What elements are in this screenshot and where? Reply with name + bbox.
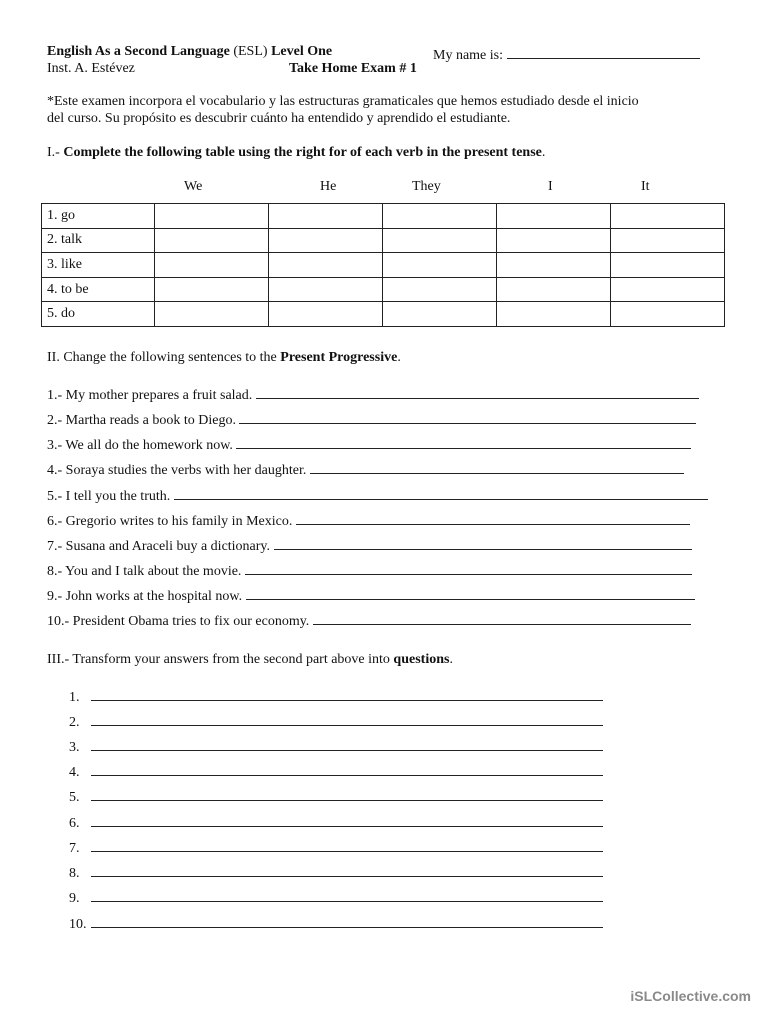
question-row <box>69 736 603 756</box>
answer-cell[interactable] <box>269 204 383 229</box>
section3-instruction <box>47 652 453 668</box>
sentence-row <box>47 434 691 454</box>
column-header-it: It <box>641 179 650 194</box>
answer-blank[interactable] <box>296 510 690 525</box>
section1-instruction <box>47 145 545 161</box>
verb-label: 5. do <box>42 302 155 327</box>
question-row <box>69 812 603 832</box>
question-blank[interactable] <box>91 812 603 827</box>
section1-bold: Complete the following table using the right for of each verb in the present tense <box>63 145 542 160</box>
question-blank[interactable] <box>91 913 603 928</box>
answer-cell[interactable] <box>269 302 383 327</box>
name-label: My name is: <box>433 48 503 63</box>
question-blank[interactable] <box>91 887 603 902</box>
answer-blank[interactable] <box>246 585 695 600</box>
table-row <box>42 228 725 253</box>
sentence-text: 2.- Martha reads a book to Diego. <box>47 413 236 428</box>
answer-cell[interactable] <box>383 253 497 278</box>
question-row <box>69 686 603 706</box>
question-number: 3. <box>69 740 80 755</box>
question-row <box>69 761 603 781</box>
answer-blank[interactable] <box>236 434 691 449</box>
instructor-name: Inst. A. Estévez <box>47 61 135 76</box>
section2-instruction <box>47 350 401 366</box>
sentence-row <box>47 459 684 479</box>
question-number: 9. <box>69 891 80 906</box>
table-row <box>42 204 725 229</box>
answer-cell[interactable] <box>269 253 383 278</box>
question-row <box>69 837 603 857</box>
question-blank[interactable] <box>91 786 603 801</box>
answer-cell[interactable] <box>155 204 269 229</box>
sentence-text: 8.- You and I talk about the movie. <box>47 564 242 579</box>
question-number: 1. <box>69 690 80 705</box>
course-level: Level One <box>271 44 333 59</box>
answer-cell[interactable] <box>497 228 611 253</box>
sentence-row <box>47 510 690 530</box>
intro-line-1: *Este examen incorpora el vocabulario y las estructuras gramaticales que hemos estudiado desde el inicio <box>47 94 639 109</box>
sentence-row <box>47 384 699 404</box>
answer-cell[interactable] <box>611 228 725 253</box>
section2-suffix: . <box>397 350 401 365</box>
answer-cell[interactable] <box>383 204 497 229</box>
column-header-i: I <box>548 179 553 194</box>
sentence-text: 7.- Susana and Araceli buy a dictionary. <box>47 539 271 554</box>
answer-cell[interactable] <box>269 228 383 253</box>
question-blank[interactable] <box>91 837 603 852</box>
question-row <box>69 887 603 907</box>
watermark: iSLCollective.com <box>630 988 751 1004</box>
answer-cell[interactable] <box>497 253 611 278</box>
section2-bold: Present Progressive <box>280 350 398 365</box>
column-header-we: We <box>184 179 203 194</box>
answer-blank[interactable] <box>245 560 692 575</box>
section2-prefix: II. Change the following sentences to the <box>47 350 281 365</box>
question-blank[interactable] <box>91 761 603 776</box>
column-header-he: He <box>320 179 337 194</box>
section1-prefix: I.- <box>47 145 64 160</box>
sentence-text: 6.- Gregorio writes to his family in Mexico. <box>47 514 293 529</box>
sentence-row <box>47 610 691 630</box>
question-row <box>69 862 603 882</box>
name-blank[interactable] <box>507 44 700 59</box>
answer-cell[interactable] <box>155 277 269 302</box>
sentence-text: 10.- President Obama tries to fix our economy. <box>47 614 310 629</box>
question-blank[interactable] <box>91 686 603 701</box>
table-row <box>42 253 725 278</box>
answer-cell[interactable] <box>383 228 497 253</box>
answer-cell[interactable] <box>611 302 725 327</box>
sentence-text: 3.- We all do the homework now. <box>47 438 233 453</box>
question-row <box>69 711 603 731</box>
question-row <box>69 913 603 933</box>
answer-blank[interactable] <box>274 535 692 550</box>
answer-cell[interactable] <box>383 302 497 327</box>
question-number: 4. <box>69 765 80 780</box>
section1-suffix: . <box>541 145 546 160</box>
question-blank[interactable] <box>91 862 603 877</box>
question-blank[interactable] <box>91 711 603 726</box>
question-number: 8. <box>69 866 80 881</box>
answer-blank[interactable] <box>256 384 699 399</box>
course-name: English As a Second Language <box>47 44 230 59</box>
answer-cell[interactable] <box>383 277 497 302</box>
answer-cell[interactable] <box>155 302 269 327</box>
verb-label: 3. like <box>42 253 155 278</box>
section3-bold: questions <box>393 652 450 667</box>
verb-table <box>41 203 725 327</box>
sentence-row <box>47 535 692 555</box>
table-row <box>42 277 725 302</box>
answer-blank[interactable] <box>310 459 684 474</box>
answer-cell[interactable] <box>497 302 611 327</box>
course-abbrev: (ESL) <box>229 44 272 59</box>
answer-cell[interactable] <box>155 253 269 278</box>
answer-cell[interactable] <box>611 253 725 278</box>
answer-cell[interactable] <box>611 277 725 302</box>
question-number: 2. <box>69 715 80 730</box>
answer-cell[interactable] <box>155 228 269 253</box>
sentence-row <box>47 409 696 429</box>
answer-cell[interactable] <box>269 277 383 302</box>
answer-blank[interactable] <box>239 409 696 424</box>
answer-cell[interactable] <box>497 204 611 229</box>
section3-suffix: . <box>449 652 453 667</box>
exam-title: Take Home Exam # 1 <box>289 61 417 76</box>
column-header-they: They <box>412 179 441 194</box>
question-row <box>69 786 603 806</box>
question-number: 6. <box>69 816 80 831</box>
answer-blank[interactable] <box>174 485 708 500</box>
answer-blank[interactable] <box>313 610 691 625</box>
verb-label: 2. talk <box>42 228 155 253</box>
question-number: 5. <box>69 790 80 805</box>
sentence-row <box>47 560 692 580</box>
sentence-text: 1.- My mother prepares a fruit salad. <box>47 388 253 403</box>
question-number: 7. <box>69 841 80 856</box>
question-number: 10. <box>69 917 87 932</box>
course-title <box>47 44 332 60</box>
verb-label: 4. to be <box>42 277 155 302</box>
answer-cell[interactable] <box>497 277 611 302</box>
sentence-text: 4.- Soraya studies the verbs with her daughter. <box>47 463 307 478</box>
table-row <box>42 302 725 327</box>
intro-line-2: del curso. Su propósito es descubrir cuánto ha entendido y aprendido el estudiante. <box>47 111 511 126</box>
verb-label: 1. go <box>42 204 155 229</box>
sentence-text: 5.- I tell you the truth. <box>47 489 171 504</box>
section3-prefix: III.- Transform your answers from the second part above into <box>47 652 394 667</box>
name-field-row <box>433 44 700 64</box>
question-blank[interactable] <box>91 736 603 751</box>
answer-cell[interactable] <box>611 204 725 229</box>
sentence-text: 9.- John works at the hospital now. <box>47 589 243 604</box>
sentence-row <box>47 485 708 505</box>
sentence-row <box>47 585 695 605</box>
